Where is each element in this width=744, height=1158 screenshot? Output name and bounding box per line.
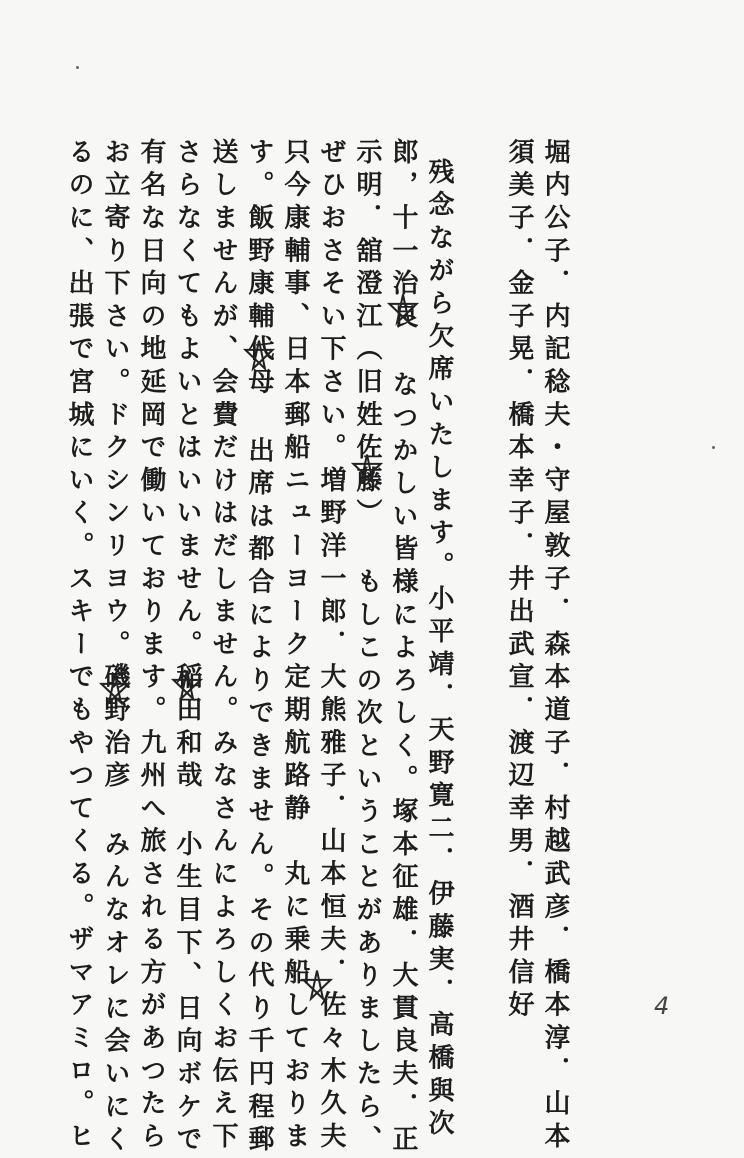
star-mark-icon: [98, 672, 132, 706]
text-column-9: 送しませんが、会費だけはだしません。みなさんによろしくお伝え下: [208, 138, 238, 1155]
text-column-10: [172, 138, 202, 1158]
page-number: 4: [654, 992, 670, 1020]
text-column-4-part-a: 郎，十一治良: [388, 138, 418, 335]
text-column-10-part-b: 小生目下、日向ボケで: [172, 830, 202, 1158]
text-column-5-part-a: 示明．舘澄江（旧姓佐藤）: [352, 138, 382, 532]
text-column-3: 残念ながら欠席いたします。小平靖．天野寛二．伊藤実．高橋與次: [424, 158, 454, 1142]
text-column-4: [388, 138, 418, 1158]
text-column-5-part-b: もしこの次ということがありましたら、: [352, 567, 382, 1158]
text-column-8: [244, 138, 274, 1158]
text-column-8-part-b: 出席は都合によりできません。その代り千円程郵: [244, 436, 274, 1158]
star-mark-icon: [170, 668, 204, 702]
scan-speck: [76, 66, 79, 69]
text-column-12-part-b: みんなオレに会いにく: [100, 830, 130, 1158]
star-mark-icon: [386, 292, 420, 326]
star-mark-icon: [350, 452, 384, 486]
text-column-4-part-b: なつかしい皆様によろしく。塚本征雄．大貫良夫．正: [388, 370, 418, 1158]
text-column-12-part-a: お立寄り下さい。ドクシンリヨウ。磯野治彦: [100, 138, 130, 794]
scan-speck: [712, 446, 715, 449]
text-column-7: 只今康輔事、日本郵船ニューヨーク定期航路静 丸に乗船しておりま: [280, 138, 310, 1155]
star-mark-icon: [300, 968, 334, 1002]
text-column-8-part-a: す。飯野康輔代母: [244, 138, 274, 401]
text-column-5: [352, 138, 382, 1158]
star-mark-icon: [242, 338, 276, 372]
text-column-12: [100, 138, 130, 1158]
text-column-10-part-a: さらなくてもよいとはいいません。稲田和哉: [172, 138, 202, 794]
text-column-1: 堀内公子．内記稔夫・守屋敦子．森本道子．村越武彦．橋本淳．山本: [540, 138, 570, 1155]
text-column-13: るのに、出張で宮城にいく。スキーでもやつてくる。ザマアミロ。ヒ: [64, 138, 94, 1155]
text-column-6: ぜひおさそい下さい。増野洋一郎．大熊雅子．山本恒夫．佐々木久夫: [316, 138, 346, 1155]
text-column-11: 有名な日向の地延岡で働いております。九州へ旅される方があつたら: [136, 138, 166, 1155]
text-column-2: 須美子．金子晃．橋本幸子．井出武宣．渡辺幸男．酒井信好: [504, 138, 534, 1024]
